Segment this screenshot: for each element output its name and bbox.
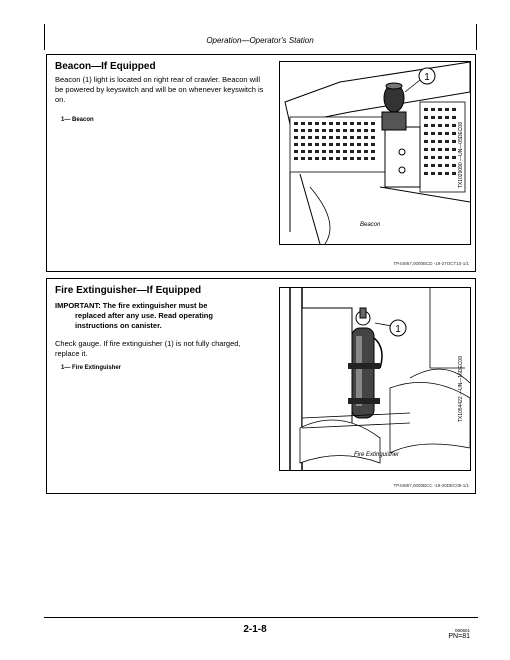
pn-small: 060601 bbox=[454, 628, 470, 633]
beacon-illustration bbox=[280, 62, 470, 244]
page-number: 2-1-8 bbox=[243, 624, 267, 635]
extinguisher-caption: Fire Extinguisher bbox=[354, 452, 400, 458]
extinguisher-legend: 1— Fire Extinguisher bbox=[61, 365, 122, 371]
pn-block bbox=[448, 628, 470, 640]
extinguisher-figure-id: TX1054422 —UN—16DEC09 bbox=[458, 356, 464, 423]
beacon-figure-id: TX1029090 —UN—05DEC08 bbox=[458, 122, 464, 189]
beacon-body: Beacon (1) light is located on right rear of crawler. Beacon will be powered by keyswitch and will be on whenever keyswitch is on. bbox=[55, 75, 264, 104]
footer-rule bbox=[44, 617, 478, 618]
beacon-title: Beacon—If Equipped bbox=[55, 61, 156, 72]
beacon-caption: Beacon bbox=[360, 222, 381, 228]
important-line-1: IMPORTANT: The fire extinguisher must be bbox=[55, 301, 208, 310]
extinguisher-callout: 1 bbox=[395, 324, 401, 335]
beacon-legend: 1— Beacon bbox=[61, 117, 94, 123]
beacon-section bbox=[46, 54, 476, 272]
extinguisher-title: Fire Extinguisher—If Equipped bbox=[55, 285, 202, 296]
extinguisher-ref-code: TP44857,0000BCC -19-20DEC09-1/1 bbox=[393, 483, 469, 488]
left-margin-line bbox=[44, 24, 45, 50]
extinguisher-section bbox=[46, 278, 476, 494]
extinguisher-body: Check gauge. If fire extinguisher (1) is not fully charged, replace it. bbox=[55, 339, 241, 358]
beacon-ref-code: TP44857,0000BCD -19-27OCT10-1/1 bbox=[393, 261, 469, 266]
right-margin-line bbox=[476, 24, 477, 50]
extinguisher-illustration bbox=[280, 288, 470, 470]
important-line-2: replaced after any use. Read operating bbox=[75, 311, 213, 320]
extinguisher-important bbox=[55, 301, 275, 331]
pn-value: PN=81 bbox=[448, 633, 470, 640]
extinguisher-figure bbox=[279, 287, 471, 471]
beacon-figure bbox=[279, 61, 471, 245]
page-header: Operation—Operator's Station bbox=[206, 36, 314, 45]
beacon-callout: 1 bbox=[424, 72, 430, 83]
important-line-3: instructions on canister. bbox=[75, 321, 162, 330]
